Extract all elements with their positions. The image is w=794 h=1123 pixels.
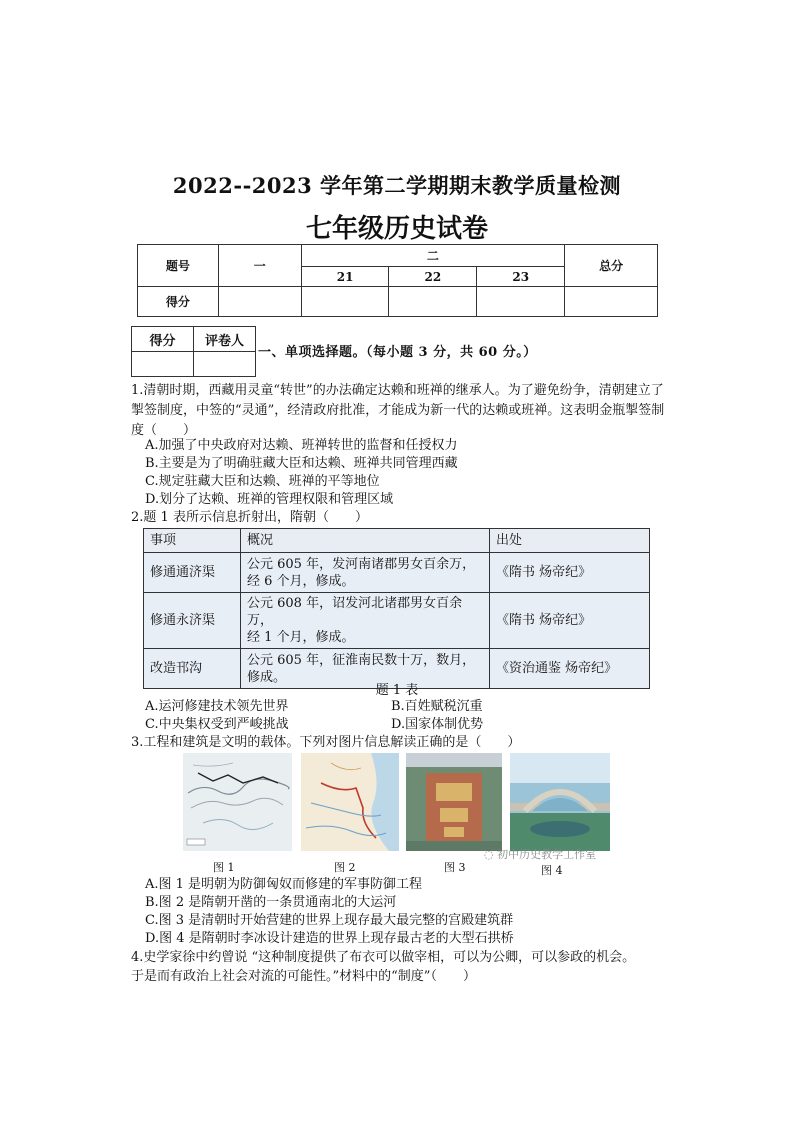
- grader-score-cell[interactable]: [132, 352, 194, 377]
- q2-row2-desc: 公元 608 年，诏发河北诸郡男女百余万， 经 1 个月，修成。: [241, 593, 490, 649]
- wechat-icon: ◌: [484, 848, 498, 861]
- q2-header-desc: 概况: [241, 529, 490, 553]
- q2-table: [143, 528, 650, 689]
- grader-name-cell[interactable]: [194, 352, 256, 377]
- figure-1-caption: 图 1: [213, 861, 235, 874]
- q3-stem: 3.工程和建筑是文明的载体。下列对图片信息解读正确的是（ ）: [131, 735, 521, 750]
- table-row: [144, 553, 650, 593]
- q4-line1: 4.史学家徐中约曾说 “这种制度提供了布衣可以做宰相，可以为公卿，可以参政的机会。: [131, 950, 636, 965]
- sub-col-23: 23: [477, 267, 565, 287]
- figure-2-caption: 图 2: [334, 861, 356, 874]
- grader-score-label: 得分: [132, 327, 194, 352]
- score-cell-22[interactable]: [389, 287, 477, 317]
- section-title: 一、单项选择题。（每小题 3 分，共 60 分。）: [258, 345, 537, 360]
- q1-stem: 1.清朝时期，西藏用灵童“转世”的办法确定达赖和班禅的继承人。为了避免纷争，清朝建立了掣签制度，中签的“灵通”，经清政府批准，才能成为新一代的达赖或班禅。这表明金瓶掣签制度（ ）: [131, 383, 665, 438]
- q2-option-b: B.百姓赋税沉重: [391, 699, 483, 714]
- q2-row1-item: 修通通济渠: [144, 553, 241, 593]
- label-total: 总分: [565, 245, 658, 287]
- exam-title: 2022--2023 学年第二学期期末教学质量检测: [172, 173, 622, 198]
- q1-option-c: C.规定驻藏大臣和达赖、班禅的平等地位: [145, 474, 380, 489]
- q2-row3-source: 《资治通鉴 炀帝纪》: [490, 649, 650, 689]
- q1-option-a: A.加强了中央政府对达赖、班禅转世的监督和任授权力: [145, 438, 458, 453]
- q2-option-a: A.运河修建技术领先世界: [145, 699, 289, 714]
- col-one: 一: [218, 245, 301, 287]
- figure-4-bridge-image: [510, 753, 610, 851]
- figure-3-palace-image: [406, 753, 502, 851]
- sub-col-21: 21: [301, 267, 389, 287]
- q2-header-source: 出处: [490, 529, 650, 553]
- figure-4-caption: 图 4: [541, 864, 563, 877]
- q2-stem: 2.题 1 表所示信息折射出，隋朝（ ）: [131, 510, 368, 525]
- sub-col-22: 22: [389, 267, 477, 287]
- q2-row2-item: 修通永济渠: [144, 593, 241, 649]
- table-row: [144, 593, 650, 649]
- q2-row3-item: 改造邗沟: [144, 649, 241, 689]
- label-score: 得分: [138, 287, 219, 317]
- q3-option-c: C.图 3 是清朝时开始营建的世界上现存最大最完整的宫殿建筑群: [145, 913, 514, 928]
- q3-option-d: D.图 4 是隋朝时李冰设计建造的世界上现存最古老的大型石拱桥: [145, 931, 514, 946]
- q1-option-b: B.主要是为了明确驻藏大臣和达赖、班禅共同管理西藏: [145, 456, 458, 471]
- q2-row3-desc: 公元 605 年，征淮南民数十万，数月， 修成。: [241, 649, 490, 689]
- label-question-no: 题号: [138, 245, 219, 287]
- figure-2-canal-map-image: [301, 753, 399, 851]
- q2-row1-desc: 公元 605 年，发河南诸郡男女百余万， 经 6 个月，修成。: [241, 553, 490, 593]
- exam-subtitle: 七年级历史试卷: [305, 214, 488, 244]
- q2-option-c: C.中央集权受到严峻挑战: [145, 717, 289, 732]
- grader-label: 评卷人: [194, 327, 256, 352]
- q2-option-d: D.国家体制优势: [391, 717, 484, 732]
- q3-option-b: B.图 2 是隋朝开凿的一条贯通南北的大运河: [145, 895, 397, 910]
- score-table: [137, 244, 658, 317]
- q2-table-caption: 题 1 表: [375, 683, 419, 698]
- q2-row2-source: 《隋书 炀帝纪》: [490, 593, 650, 649]
- col-two: 二: [301, 245, 564, 267]
- watermark-text: 初中历史教学工作室: [497, 848, 597, 861]
- score-cell-1[interactable]: [218, 287, 301, 317]
- grader-table: [131, 326, 256, 377]
- figure-1-map-image: [183, 753, 292, 851]
- q3-option-a: A.图 1 是明朝为防御匈奴而修建的军事防御工程: [145, 877, 423, 892]
- q1-option-d: D.划分了达赖、班禅的管理权限和管理区域: [145, 492, 394, 507]
- watermark: [484, 846, 596, 862]
- score-cell-23[interactable]: [477, 287, 565, 317]
- q2-row1-source: 《隋书 炀帝纪》: [490, 553, 650, 593]
- q2-header-item: 事项: [144, 529, 241, 553]
- score-cell-total[interactable]: [565, 287, 658, 317]
- score-cell-21[interactable]: [301, 287, 389, 317]
- q4-line2: 于是而有政治上社会对流的可能性。”材料中的“制度”（ ）: [131, 969, 476, 984]
- figure-3-caption: 图 3: [444, 861, 466, 874]
